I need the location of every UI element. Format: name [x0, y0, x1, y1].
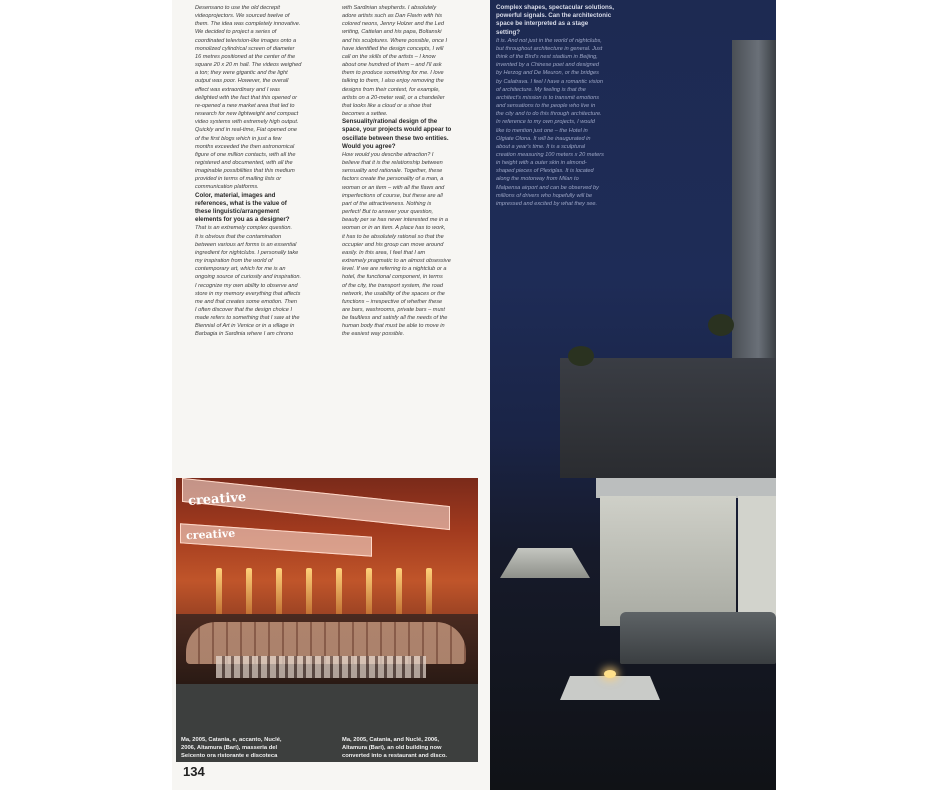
paragraph: How would you describe attraction? I believe that it is the relationship between sensuality and rationale. Together, these factors create the personality of a man, a woman or an item – with all the flaws and imperfections of course, but these are all part of the attractiveness. Nothing is perfect! But to answer your question, beauty per se has never interested me in a woman or in an item. A place has to work, it has to be absolutely rational so that the occupier and his group can move around easily. In this area, I feel that I am extremely pragmatic to an almost obsessive level. If we are referring to a nightclub or a hotel, the functional component, in terms of the city, the transport system, the road network, the usability of the spaces or the functions – irrespective of whether these are bars, washrooms, private bars – must be faultless and satisfy all the needs of the human body that must be able to move in the easiest way possible. — [342, 152, 451, 338]
white-screen — [600, 496, 736, 626]
paragraph: Desensano to use the old decrepit videoprojectors. We sourced twelve of them. The idea was completely innovative. We decided to project a series of coordinated television-like images onto a monolized cylindrical screen of diameter 16 metres positioned at the center of the square 20 x 20 m hall. The videos weighed a ton; they were gigantic and the light output was poor. However, the overall effect was extraordinary and I was delighted with the fact that this opened or re-opened a new market area that led to research for new lightweight and compact video systems with extremely high output. Quickly and in real-time, Fiat opened one of the first blogs which in just a few months exceeded the then astronomical figure of one million contacts, with all the registered and documented, with all the imaginable possibilities that this medium provided in terms of mailing lists or communication platforms. — [195, 5, 302, 191]
canopy — [596, 478, 776, 498]
candle-light — [604, 670, 616, 678]
question-heading: Sensuality/rational design of the space, your projects would appear to oscillate between these two entities. Would you agree? — [342, 118, 452, 150]
text-column-3 — [496, 4, 632, 208]
paragraph: It is. And not just in the world of nightclubs, but throughout architecture in general. Just think of the Bird's nest stadium in Beijing, invented by a Chinese poet and designed by Herzog and De Meuron, or the bridges by Calatrava. I feel I have a romantic vision of architecture. My feeling is that the architect's mission is to transmit emotions and sensations to the people who live in the city and to do this through architecture. In reference to my own projects, I would like to mention just one – the Hotel in Olgiate Olona. It will be inaugurated in about a year's time. It is a sculptural creation measuring 100 meters x 20 meters in height with a outer skin in almond- shaped pieces of Plexiglas. It is located along the motorway from Milan to Malpensa airport and can be observed by millions of drivers who hopefully will be impressed and excited by what they see. — [496, 37, 604, 207]
caption-italian: Ma, 2005, Catania, e, accanto, Nuclé, 2006, Altamura (Bari), masseria del Seicento ora ristorante e discoteca — [181, 737, 282, 759]
question-heading: Color, material, images and references, what is the value of these linguistic/arrangement elements for you as a designer? — [195, 191, 290, 224]
sofa — [620, 612, 776, 664]
building-tower — [732, 40, 776, 360]
text-column-1 — [195, 4, 337, 339]
bar-counter — [216, 656, 426, 678]
paragraph: That is an extremely complex question. It is obvious that the contamination between various art forms is an essential ingredient for nightclubs. I personally take my inspiration from the world of contemporary art, which for me is an ongoing source of curiosity and inspiration. I recognize my own ability to observe and store in my memory everything that affects me and that creates some emotion. Then I often discover that the design choice I made refers to something that I saw at the Biennial of Art in Venice or in a village in Barbagia in Sardinia where I am chrono — [195, 225, 302, 338]
plant-left — [568, 346, 594, 366]
neon-sign-text: creative — [187, 489, 247, 510]
question-heading: Complex shapes, spectacular solutions, powerful signals. Can the architectonic space be interpreted as a stage setting? — [496, 4, 614, 36]
caption-english: Ma, 2005, Catania, and Nuclé, 2006, Altamura (Bari), an old building now converted into a restaurant and disco. — [342, 737, 448, 759]
paragraph: with Sardinian shepherds. I absolutely adore artists such as Dan Flavin with his colored neons, Jenny Holzer and the Led writing, Cattelan and his papa, Boltanski and his sculptures. Where possible, once I have identified the design concepts, I will call on the skills of the artists – I know about one hundred of them – and I'll ask them to produce something for me. I love talking to them, I also enjoy removing the designs from their context, for example, artists on a 20-meter wall, or a chandelier that looks like a cloud or a shoe that becomes a settee. — [342, 5, 448, 118]
nightclub-photo — [176, 478, 478, 684]
terrace-wall — [560, 358, 776, 478]
neon-sign-text: creative — [185, 526, 236, 543]
page-number: 134 — [183, 764, 205, 779]
coffee-table — [560, 676, 660, 700]
plant-right — [708, 314, 734, 336]
text-column-2 — [342, 4, 484, 339]
